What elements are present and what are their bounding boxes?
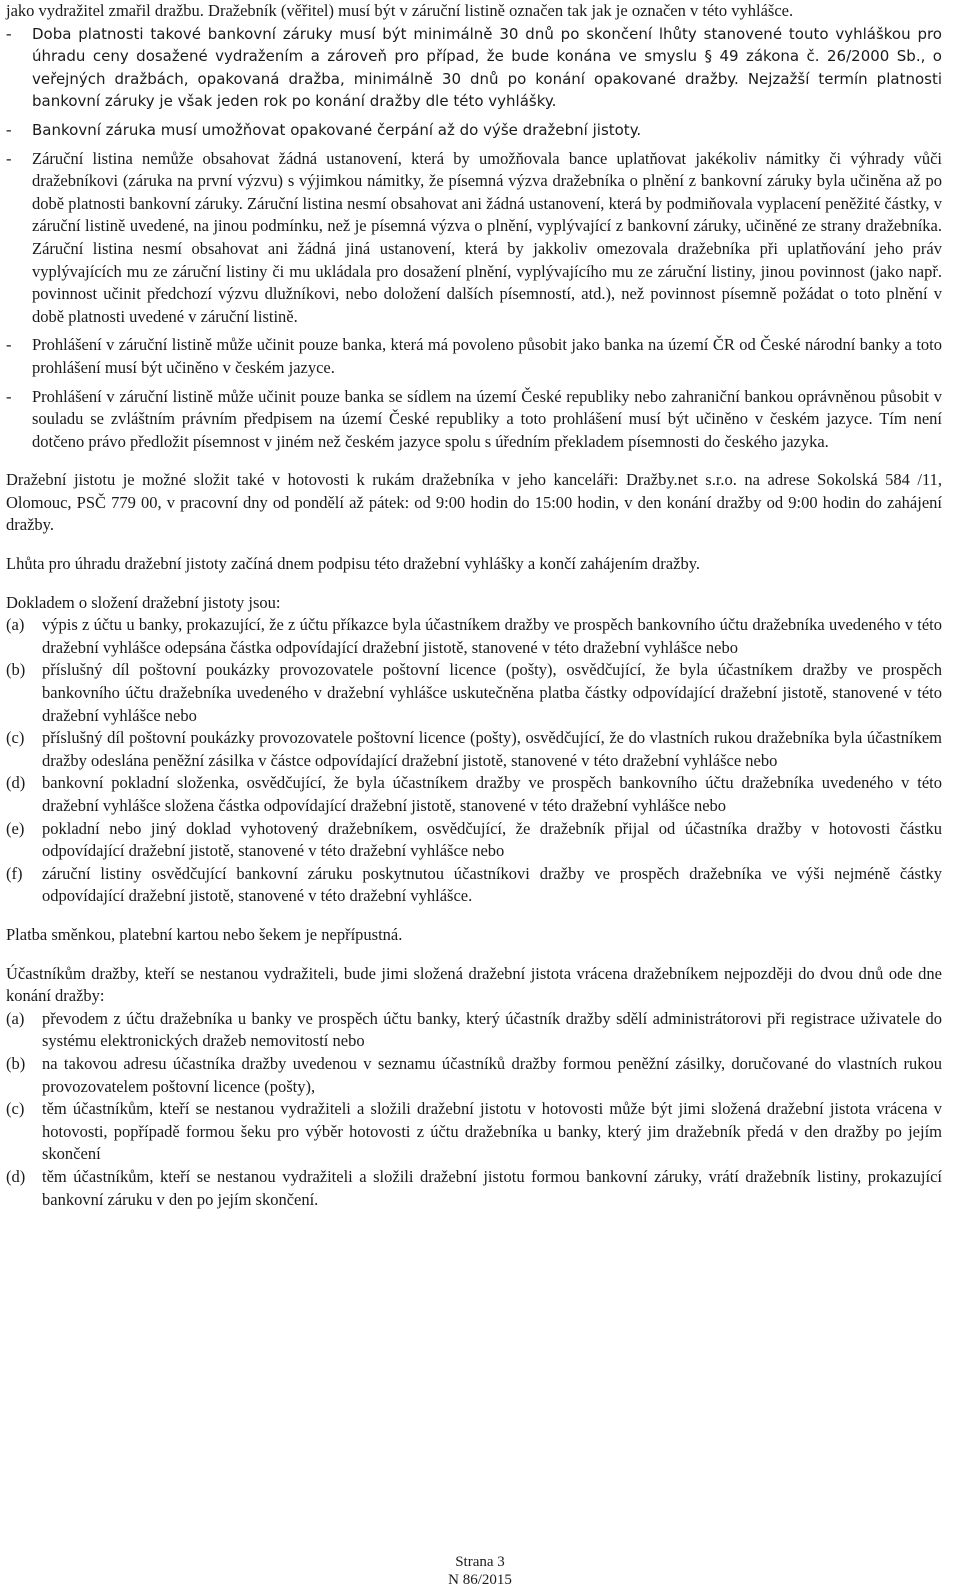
document-page	[6, 0, 942, 1211]
page-number: Strana 3	[455, 1554, 505, 1570]
document-reference: N 86/2015	[448, 1572, 512, 1588]
proof-marker: (f)	[6, 863, 23, 883]
return-text: těm účastníkům, kteří se nestanou vydražiteli a složili dražební jistotu v hotovosti může být jimi složená dražební jistota vrácena v hotovosti, popřípadě formou šeku pro výběr hotovosti z účtu dražebníka u banky, který jim dražebník předá v den dražby po jejím skončení	[42, 1099, 942, 1164]
bullet-marker: -	[6, 335, 12, 355]
bullet-text: Záruční listina nemůže obsahovat žádná ustanovení, která by umožňovala bance uplatňovat jakékoliv námitky či výhrady vůči dražebníkovi (záruka na první výzvu) s výjimkou námitky, že písemná výzva dražebníka o plnění z bankovní záruky byla učiněna až po době platnosti bankovní záruky. Záruční listina nesmí obsahovat ani žádná ustanovení, která by podmiňovala vyplacení peněžité částky, v záruční listině uvedené, na jinou podmínku, než je písemná výzva o plnění, vyplývající z bankovní záruky, učiněné ze strany dražebníka. Záruční listina nesmí obsahovat ani žádná jiná ustanovení, která by jakkoliv omezovala dražebníka při uplatňování jeho práv vyplývajících mu ze záruční listiny či mu ukládala pro dosažení plnění, vyplývajícího mu ze záruční listiny, jinou povinnost (jako např. povinnost učinit předchozí výzvu dlužníkovi, nebo doložení dalších písemností, atd.), než povinnost písemně požádat o toto plnění v době platnosti uvedené v záruční listině.	[32, 148, 942, 326]
return-marker: (c)	[6, 1099, 25, 1119]
bullet-marker: -	[6, 386, 12, 406]
proof-marker: (d)	[6, 773, 26, 793]
return-text: převodem z účtu dražebníka u banky ve prospěch účtu banky, který účastník dražby sdělí administrátorovi při registrace uživatele do systému elektronických dražeb nemovitostí nebo	[42, 1008, 942, 1051]
return-item	[6, 1098, 942, 1166]
top-continuation: jako vydražitel zmařil dražbu. Dražebník (věřitel) musí být v záruční listině označen tak jak je označen v této vyhlášce.	[6, 1, 794, 20]
return-intro: Účastníkům dražby, kteří se nestanou vydražiteli, bude jimi složená dražební jistota vrácena dražebníkem nejpozději do dvou dnů ode dne konání dražby:	[6, 963, 942, 1006]
proof-marker: (a)	[6, 615, 25, 635]
proof-marker: (e)	[6, 818, 25, 838]
page-footer	[0, 1553, 960, 1589]
proof-text: příslušný díl poštovní poukázky provozovatele poštovní licence (pošty), osvědčující, že do vlastních rukou dražebníka byla účastníkem dražby odeslána peněžní zásilka v částce odpovídající dražební jistotě, stanovené v této dražební vyhlášce nebo	[42, 728, 942, 770]
proof-marker: (c)	[6, 728, 25, 748]
return-item	[6, 1166, 942, 1211]
bullet-item	[6, 386, 942, 454]
proof-item	[6, 772, 942, 817]
proof-marker: (b)	[6, 660, 26, 680]
proof-item	[6, 659, 942, 727]
bullet-marker: -	[6, 23, 12, 43]
proof-text: pokladní nebo jiný doklad vyhotovený dražebníkem, osvědčující, že dražebník přijal od účastníka dražby v hotovosti částku odpovídající dražební jistotě, stanovené v této dražební vyhlášce nebo	[42, 818, 942, 861]
proof-item	[6, 727, 942, 772]
bullet-list	[6, 23, 942, 454]
bullet-text: Prohlášení v záruční listině může učinit pouze banka, která má povoleno působit jako banka na území ČR od České národní banky a toto prohlášení musí být učiněno v českém jazyce.	[32, 335, 942, 377]
return-item	[6, 1053, 942, 1098]
proof-item	[6, 818, 942, 863]
bullet-item	[6, 334, 942, 379]
cash-deposit-paragraph: Dražební jistotu je možné složit také v hotovosti k rukám dražebníka v jeho kanceláři: Dražby.net s.r.o. na adrese Sokolská 584 /11, Olomouc, PSČ 779 00, v pracovní dny od pondělí až pátek: od 9:00 hodin do 15:00 hodin, v den konání dražby od 9:00 hodin do zahájení dražby.	[6, 470, 942, 535]
bullet-marker: -	[6, 148, 12, 168]
payment-paragraph: Platba směnkou, platební kartou nebo šekem je nepřípustná.	[6, 924, 403, 944]
return-text: na takovou adresu účastníka dražby uvedenou v seznamu účastníků dražby formou peněžní zásilky, doručované do vlastních rukou provozovatelem poštovní licence (pošty),	[42, 1053, 942, 1096]
bullet-item	[6, 148, 942, 329]
bullet-text: Prohlášení v záruční listině může učinit pouze banka se sídlem na území České republiky nebo zahraniční bankou oprávněnou působit v souladu se zvláštním právním předpisem na území České republiky a toto prohlášení musí být učiněno v českém jazyce. Tím není dotčeno právo předložit písemnost v jiném než českém jazyce spolu s úředním překladem písemnosti do českého jazyka.	[32, 386, 942, 451]
return-marker: (d)	[6, 1166, 26, 1186]
return-marker: (b)	[6, 1053, 26, 1073]
proof-item	[6, 863, 942, 908]
return-list	[6, 1008, 942, 1211]
proof-text: bankovní pokladní složenka, osvědčující, že byla účastníkem dražby ve prospěch bankovního účtu dražebníka uvedeného v této dražební vyhlášce složena částka odpovídající dražební jistotě, stanovené v této dražební vyhlášce nebo	[42, 773, 942, 815]
deadline-paragraph: Lhůta pro úhradu dražební jistoty začíná dnem podpisu této dražební vyhlášky a končí zahájením dražby.	[6, 554, 700, 574]
proof-text: příslušný díl poštovní poukázky provozovatele poštovní licence (pošty), osvědčující, že byla účastníkem dražby ve prospěch bankovního účtu dražebníka uvedeného v dražební vyhlášce uskutečněna platba částky odpovídající dražební jistotě, stanovené v této dražební vyhlášce nebo	[42, 660, 942, 725]
return-item	[6, 1008, 942, 1053]
bullet-marker: -	[6, 119, 12, 139]
proof-text: výpis z účtu u banky, prokazující, že z účtu příkazce byla účastníkem dražby ve prospěch bankovního účtu dražebníka uvedeného v této dražební vyhlášce odepsána částka odpovídající dražební jistotě, stanovené v této dražební vyhlášce nebo	[42, 615, 942, 657]
proof-list	[6, 614, 942, 908]
proof-intro: Dokladem o složení dražební jistoty jsou:	[6, 592, 281, 612]
proof-text: záruční listiny osvědčující bankovní záruku poskytnutou účastníkovi dražby ve prospěch dražebníka ve výši nejméně částky odpovídající dražební jistotě, stanovené v této dražební vyhlášce.	[42, 863, 942, 906]
proof-item	[6, 614, 942, 659]
bullet-item	[6, 119, 942, 142]
return-text: těm účastníkům, kteří se nestanou vydražiteli a složili dražební jistotu formou bankovní záruky, vrátí dražebník listiny, prokazující bankovní záruku v den po jejím skončení.	[42, 1166, 942, 1209]
return-marker: (a)	[6, 1008, 25, 1028]
bullet-item	[6, 23, 942, 113]
bullet-text: Doba platnosti takové bankovní záruky musí být minimálně 30 dnů po skončení lhůty stanovené touto vyhláškou pro úhradu ceny dosažené vydražením a zároveň pro případ, že bude konána ve smyslu § 49 zákona č. 26/2000 Sb., o veřejných dražbách, opakovaná dražba, minimálně 30 dnů po konání opakované dražby. Nejzažší termín platnosti bankovní záruky je však jeden rok po konání dražby dle této vyhlášky.	[32, 24, 942, 111]
bullet-text: Bankovní záruka musí umožňovat opakované čerpání až do výše dražební jistoty.	[32, 120, 642, 139]
